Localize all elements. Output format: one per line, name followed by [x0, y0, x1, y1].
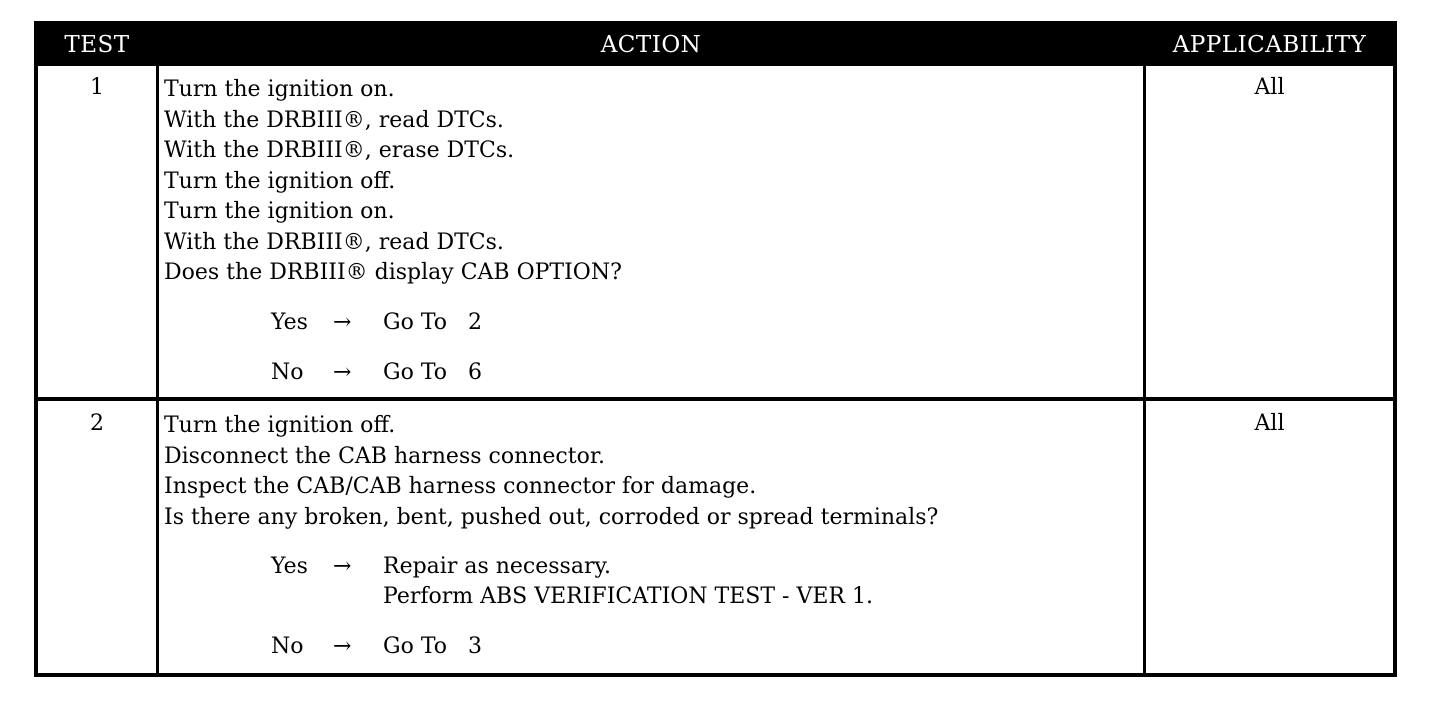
answer-result: Repair as necessary. — [383, 554, 611, 579]
test-number: 1 — [90, 75, 104, 100]
arrow-icon: → — [333, 360, 352, 385]
action-step: Inspect the CAB/CAB harness connector for damage. — [164, 474, 757, 499]
answer-label: Yes — [271, 310, 308, 335]
action-step: Disconnect the CAB harness connector. — [164, 443, 605, 469]
action-step: With the DRBIII®, read DTCs. — [164, 229, 504, 255]
answer-label: No — [271, 360, 304, 385]
answer-result: Go To 3 — [383, 634, 482, 659]
action-step: Turn the ignition off. — [164, 413, 396, 438]
diagnostic-test-table — [34, 21, 1397, 677]
answer-label: No — [271, 634, 304, 659]
action-step: Turn the ignition off. — [164, 168, 396, 194]
arrow-icon: → — [333, 554, 352, 579]
applicability-value: All — [1254, 411, 1285, 436]
applicability-value: All — [1254, 75, 1285, 100]
answer-result: Perform ABS VERIFICATION TEST - VER 1. — [383, 584, 873, 609]
header-action: ACTION — [600, 32, 702, 58]
test-number: 2 — [90, 411, 104, 436]
action-step: With the DRBIII®, read DTCs. — [164, 107, 504, 133]
action-steps — [164, 75, 1139, 289]
header-test: TEST — [64, 32, 130, 58]
action-step: Turn the ignition on. — [164, 199, 395, 224]
row-divider — [38, 397, 1393, 401]
arrow-icon: → — [333, 634, 352, 659]
answer-result: Go To 6 — [383, 360, 482, 385]
column-divider — [1143, 25, 1146, 673]
arrow-icon: → — [333, 310, 352, 335]
answer-label: Yes — [271, 554, 308, 579]
action-question: Is there any broken, bent, pushed out, corroded or spread terminals? — [164, 504, 939, 530]
header-applicability: APPLICABILITY — [1172, 32, 1367, 58]
column-divider — [156, 25, 159, 673]
action-step: Turn the ignition on. — [164, 77, 395, 102]
action-steps — [164, 411, 1139, 533]
action-question: Does the DRBIII® display CAB OPTION? — [164, 260, 622, 285]
answer-result: Go To 2 — [383, 310, 482, 335]
table-header — [38, 25, 1393, 66]
action-step: With the DRBIII®, erase DTCs. — [164, 138, 515, 163]
